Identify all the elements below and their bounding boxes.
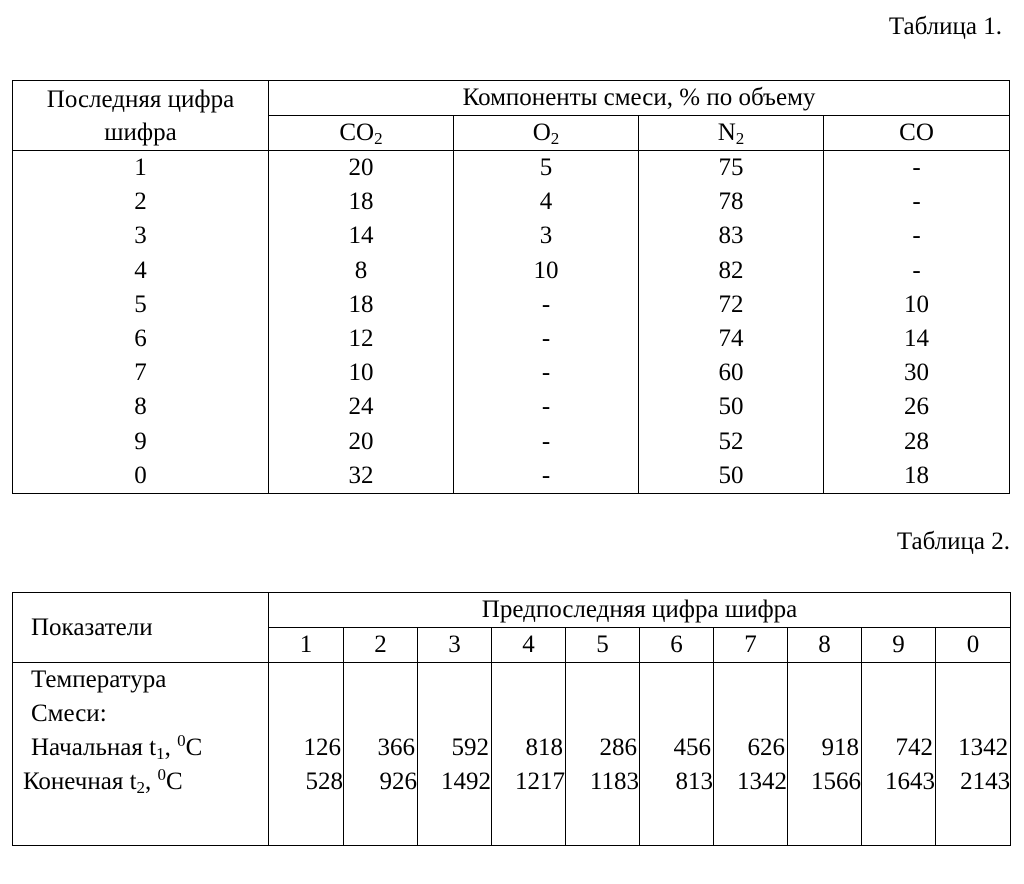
components-group-header: Компоненты смеси, % по объему xyxy=(269,81,1010,116)
co-cell: 26 xyxy=(904,393,930,421)
end-temperature-cell: 528 xyxy=(269,765,344,845)
gas-mixture-table xyxy=(12,80,1010,494)
co-cell: - xyxy=(912,188,921,216)
n2-cell: 52 xyxy=(639,425,824,459)
last-digit-cell: 3 xyxy=(13,219,269,253)
last-digit-cell: 8 xyxy=(13,390,269,424)
temperature-table xyxy=(12,592,1011,846)
digit-header-cell: 6 xyxy=(640,628,714,663)
end-temperature-cell: 926 xyxy=(344,765,418,845)
co-cell: 18 xyxy=(904,461,930,489)
column-header-o2: $O_2$ xyxy=(454,116,639,151)
end-temperature-cell: 1217 xyxy=(492,765,566,845)
n2-cell: 72 xyxy=(639,288,824,322)
start-temperature-cell: 592 xyxy=(418,663,492,766)
n2-cell: 60 xyxy=(639,356,824,390)
o2-cell: 3 xyxy=(454,219,639,253)
end-temperature-cell: 1643 xyxy=(862,765,936,845)
start-temperature-cell: 126 xyxy=(269,663,344,766)
last-digit-cell: 2 xyxy=(13,185,269,219)
digit-header-cell: 3 xyxy=(418,628,492,663)
last-digit-cell: 7 xyxy=(13,356,269,390)
co-cell: - xyxy=(912,154,921,182)
digit-header-cell: 4 xyxy=(492,628,566,663)
penultimate-digit-group-header: Предпоследняя цифра шифра xyxy=(269,593,1011,628)
co-cell: - xyxy=(912,256,921,284)
o2-cell: - xyxy=(454,288,639,322)
o2-cell: - xyxy=(454,322,639,356)
n2-cell: 74 xyxy=(639,322,824,356)
co2-cell: 20 xyxy=(269,425,454,459)
last-digit-cell: 6 xyxy=(13,322,269,356)
start-temperature-cell: 742 xyxy=(862,663,936,766)
end-temperature-cell: 1342 xyxy=(714,765,788,845)
end-temperature-cell: 813 xyxy=(640,765,714,845)
end-temperature-cell: 1566 xyxy=(788,765,862,845)
table-row xyxy=(13,288,1010,322)
co2-cell: 24 xyxy=(269,390,454,424)
start-temperature-cell: 818 xyxy=(492,663,566,766)
o2-cell: 4 xyxy=(454,185,639,219)
start-temperature-cell: 1342 xyxy=(958,734,1009,761)
end-temperature-cell: 1492 xyxy=(418,765,492,845)
temperature-label-cell xyxy=(13,663,269,766)
n2-cell: 50 xyxy=(639,459,824,494)
o2-cell: 10 xyxy=(454,254,639,288)
co-cell: 14 xyxy=(904,325,930,353)
start-temperature-cell: 456 xyxy=(640,663,714,766)
n2-cell: 50 xyxy=(639,390,824,424)
last-digit-cell: 4 xyxy=(13,254,269,288)
o2-cell: 5 xyxy=(454,151,639,186)
digit-header-cell: 0 xyxy=(936,628,1011,663)
o2-cell: - xyxy=(454,390,639,424)
start-temperature-label: Начальная $t_1$, $^0$C xyxy=(31,731,203,763)
start-temperature-cell: 918 xyxy=(788,663,862,766)
n2-cell: 83 xyxy=(639,219,824,253)
co2-cell: 8 xyxy=(269,254,454,288)
co2-cell: 14 xyxy=(269,219,454,253)
digit-header-cell: 1 xyxy=(269,628,344,663)
co-cell: 30 xyxy=(904,359,930,387)
mixture-label: Смеси: xyxy=(31,700,107,727)
last-digit-cell: 0 xyxy=(13,459,269,494)
start-temperature-cell: 626 xyxy=(714,663,788,766)
digit-header-cell: 9 xyxy=(862,628,936,663)
co2-cell: 12 xyxy=(269,322,454,356)
last-digit-cell: 5 xyxy=(13,288,269,322)
digit-header-cell: 7 xyxy=(714,628,788,663)
end-temperature-label-cell: Конечная $t_2$, $^0$C xyxy=(13,765,269,845)
co2-cell: 32 xyxy=(269,459,454,494)
digit-header-cell: 2 xyxy=(344,628,418,663)
last-digit-header xyxy=(13,81,269,151)
table1-caption: Таблица 1. xyxy=(888,13,1002,40)
column-header-co2: $CO_2$ xyxy=(269,116,454,151)
table2-caption: Таблица 2. xyxy=(896,528,1010,555)
end-temperature-cell: 1183 xyxy=(566,765,640,845)
co2-cell: 20 xyxy=(269,151,454,186)
column-header-n2: $N_2$ xyxy=(639,116,824,151)
n2-cell: 82 xyxy=(639,254,824,288)
column-header-co: CO xyxy=(824,116,1010,151)
o2-cell: - xyxy=(454,459,639,494)
last-digit-header-line2: шифра xyxy=(104,118,177,146)
digit-header-cell: 5 xyxy=(566,628,640,663)
last-digit-cell: 1 xyxy=(13,151,269,186)
end-temperature-cell: 2143 xyxy=(960,768,1011,795)
co2-cell: 18 xyxy=(269,288,454,322)
table-row xyxy=(13,390,1010,424)
co-cell: - xyxy=(912,222,921,250)
table-row xyxy=(13,459,1010,494)
digit-header-cell: 8 xyxy=(788,628,862,663)
co2-cell: 10 xyxy=(269,356,454,390)
last-digit-header-line1: Последняя цифра xyxy=(46,85,235,113)
o2-cell: - xyxy=(454,356,639,390)
co-cell: 28 xyxy=(904,427,930,455)
start-temperature-cell: 366 xyxy=(344,663,418,766)
table-row xyxy=(13,219,1010,253)
start-temperature-cell: 286 xyxy=(566,663,640,766)
last-digit-cell: 9 xyxy=(13,425,269,459)
table-row xyxy=(13,322,1010,356)
table-row xyxy=(13,356,1010,390)
o2-cell: - xyxy=(454,425,639,459)
indicators-header: Показатели xyxy=(13,593,269,663)
temperature-label: Температура xyxy=(31,666,167,693)
co-cell: 10 xyxy=(904,290,930,318)
table-row xyxy=(13,185,1010,219)
table-row xyxy=(13,254,1010,288)
n2-cell: 78 xyxy=(639,185,824,219)
n2-cell: 75 xyxy=(639,151,824,186)
co2-cell: 18 xyxy=(269,185,454,219)
table-row xyxy=(13,151,1010,186)
table-row xyxy=(13,425,1010,459)
